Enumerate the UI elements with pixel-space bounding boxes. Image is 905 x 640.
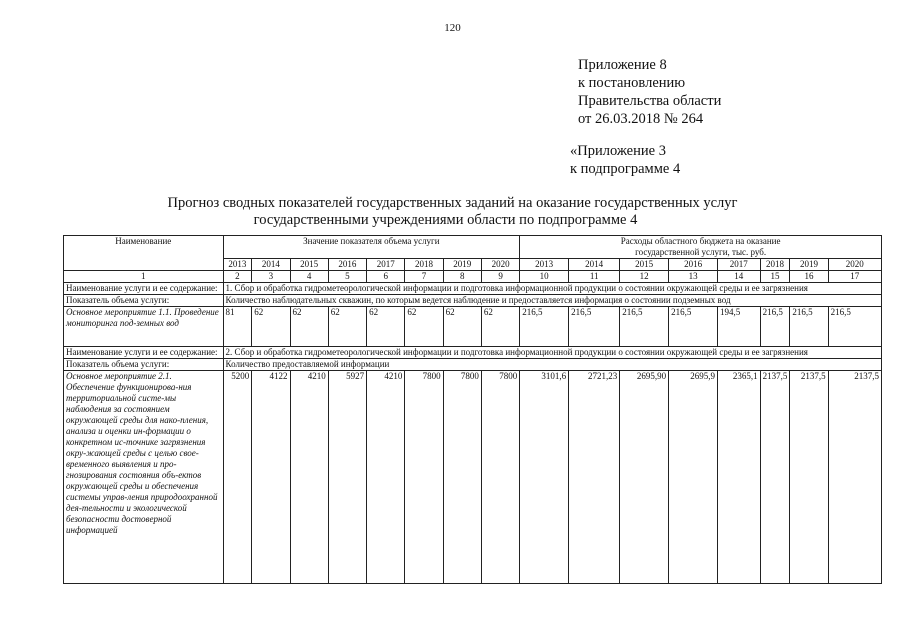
year-cell: 2019 xyxy=(790,259,828,271)
table-row xyxy=(64,359,882,371)
table-row xyxy=(64,307,882,347)
column-number: 15 xyxy=(760,271,790,283)
value-cell: 2365,1 xyxy=(718,371,761,584)
title-line-2: государственными учреждениями области по подпрограмме 4 xyxy=(253,212,638,228)
service-name-label: Наименование услуги и ее содержание: xyxy=(64,347,224,359)
indicator-label: Показатель объема услуги: xyxy=(64,359,224,371)
table-row xyxy=(64,295,882,307)
column-number: 5 xyxy=(328,271,366,283)
value-cell: 2695,90 xyxy=(620,371,669,584)
column-number: 17 xyxy=(828,271,881,283)
appendix-line: от 26.03.2018 № 264 xyxy=(578,111,704,127)
header-expenses-group xyxy=(520,236,882,259)
value-cell: 3101,6 xyxy=(520,371,569,584)
table-row xyxy=(64,371,882,584)
column-number: 12 xyxy=(620,271,669,283)
forecast-table xyxy=(63,235,882,584)
value-cell: 216,5 xyxy=(828,307,881,347)
value-cell: 5927 xyxy=(328,371,366,584)
appendix-line: к подпрограмме 4 xyxy=(570,161,681,177)
value-cell: 62 xyxy=(481,307,519,347)
value-cell: 5200 xyxy=(223,371,252,584)
column-number: 10 xyxy=(520,271,569,283)
document-title xyxy=(0,195,905,229)
year-cell: 2016 xyxy=(669,259,718,271)
year-cell: 2013 xyxy=(520,259,569,271)
year-cell: 2017 xyxy=(367,259,405,271)
column-number: 11 xyxy=(569,271,620,283)
column-number: 7 xyxy=(405,271,443,283)
appendix-subprogram-block xyxy=(570,142,680,178)
column-number: 14 xyxy=(718,271,761,283)
year-cell: 2019 xyxy=(443,259,481,271)
column-number: 8 xyxy=(443,271,481,283)
indicator-label: Показатель объема услуги: xyxy=(64,295,224,307)
year-cell: 2016 xyxy=(328,259,366,271)
value-cell: 216,5 xyxy=(790,307,828,347)
appendix-line: «Приложение 3 xyxy=(570,143,666,159)
value-cell: 62 xyxy=(328,307,366,347)
value-cell: 216,5 xyxy=(620,307,669,347)
column-number: 3 xyxy=(252,271,290,283)
appendix-line: к постановлению xyxy=(578,75,686,91)
value-cell: 2137,5 xyxy=(760,371,790,584)
year-cell: 2014 xyxy=(569,259,620,271)
value-cell: 81 xyxy=(223,307,252,347)
header-expenses-line: государственной услуги, тыс. руб. xyxy=(635,247,767,257)
value-cell: 2137,5 xyxy=(828,371,881,584)
table-row xyxy=(64,283,882,295)
value-cell: 62 xyxy=(443,307,481,347)
column-number: 16 xyxy=(790,271,828,283)
value-cell: 4210 xyxy=(367,371,405,584)
column-number: 13 xyxy=(669,271,718,283)
table-header-row xyxy=(64,236,882,259)
table-column-numbers-row xyxy=(64,271,882,283)
page-number: 120 xyxy=(444,22,461,34)
measure-name: Основное мероприятие 2.1. Обеспечение функционирова-ния территориальной систе-мы наблюдения за состоянием окружающей среды для нако-пления, анализа и оценки ин-формации о конкретном ис-точнике загрязнения окру-жающей среды с целью свое-временного выявления и про-гнозирования состояния объ-ектов окружающей среды и обеспечения системы управ-ления природоохранной дея-тельности и экологической безопасности достоверной информацией xyxy=(64,371,224,584)
value-cell: 2695,9 xyxy=(669,371,718,584)
year-cell: 2018 xyxy=(760,259,790,271)
value-cell: 62 xyxy=(367,307,405,347)
service-name-label: Наименование услуги и ее содержание: xyxy=(64,283,224,295)
value-cell: 2137,5 xyxy=(790,371,828,584)
value-cell: 4122 xyxy=(252,371,290,584)
value-cell: 62 xyxy=(290,307,328,347)
year-cell: 2020 xyxy=(481,259,519,271)
value-cell: 4210 xyxy=(290,371,328,584)
header-volume-group: Значение показателя объема услуги xyxy=(223,236,520,259)
column-number: 6 xyxy=(367,271,405,283)
appendix-block xyxy=(578,56,721,128)
value-cell: 194,5 xyxy=(718,307,761,347)
service-name-text: 2. Сбор и обработка гидрометеорологической информации и подготовка информационной продукции о состоянии окружающей среды и ее загрязнения xyxy=(223,347,881,359)
indicator-text: Количество наблюдательных скважин, по которым ведется наблюдение и предоставляется информация о состоянии подземных вод xyxy=(223,295,881,307)
value-cell: 62 xyxy=(405,307,443,347)
year-cell: 2018 xyxy=(405,259,443,271)
year-cell: 2015 xyxy=(290,259,328,271)
column-number: 4 xyxy=(290,271,328,283)
appendix-line: Правительства области xyxy=(578,93,722,109)
header-name: Наименование xyxy=(64,236,224,271)
value-cell: 7800 xyxy=(443,371,481,584)
value-cell: 62 xyxy=(252,307,290,347)
value-cell: 216,5 xyxy=(569,307,620,347)
table-row xyxy=(64,347,882,359)
value-cell: 216,5 xyxy=(669,307,718,347)
service-name-text: 1. Сбор и обработка гидрометеорологической информации и подготовка информационной продукции о состоянии окружающей среды и ее загрязнения xyxy=(223,283,881,295)
value-cell: 7800 xyxy=(405,371,443,584)
value-cell: 2721,23 xyxy=(569,371,620,584)
indicator-text: Количество предоставляемой информации xyxy=(223,359,881,371)
column-number: 2 xyxy=(223,271,252,283)
column-number: 9 xyxy=(481,271,519,283)
header-expenses-line: Расходы областного бюджета на оказание xyxy=(620,236,781,246)
year-cell: 2017 xyxy=(718,259,761,271)
year-cell: 2013 xyxy=(223,259,252,271)
year-cell: 2020 xyxy=(828,259,881,271)
value-cell: 216,5 xyxy=(760,307,790,347)
value-cell: 216,5 xyxy=(520,307,569,347)
year-cell: 2015 xyxy=(620,259,669,271)
value-cell: 7800 xyxy=(481,371,519,584)
column-number: 1 xyxy=(64,271,224,283)
measure-name: Основное мероприятие 1.1. Проведение мониторинга под-земных вод xyxy=(64,307,224,347)
year-cell: 2014 xyxy=(252,259,290,271)
appendix-line: Приложение 8 xyxy=(578,57,667,73)
title-line-1: Прогноз сводных показателей государственных заданий на оказание государственных услуг xyxy=(167,195,738,211)
